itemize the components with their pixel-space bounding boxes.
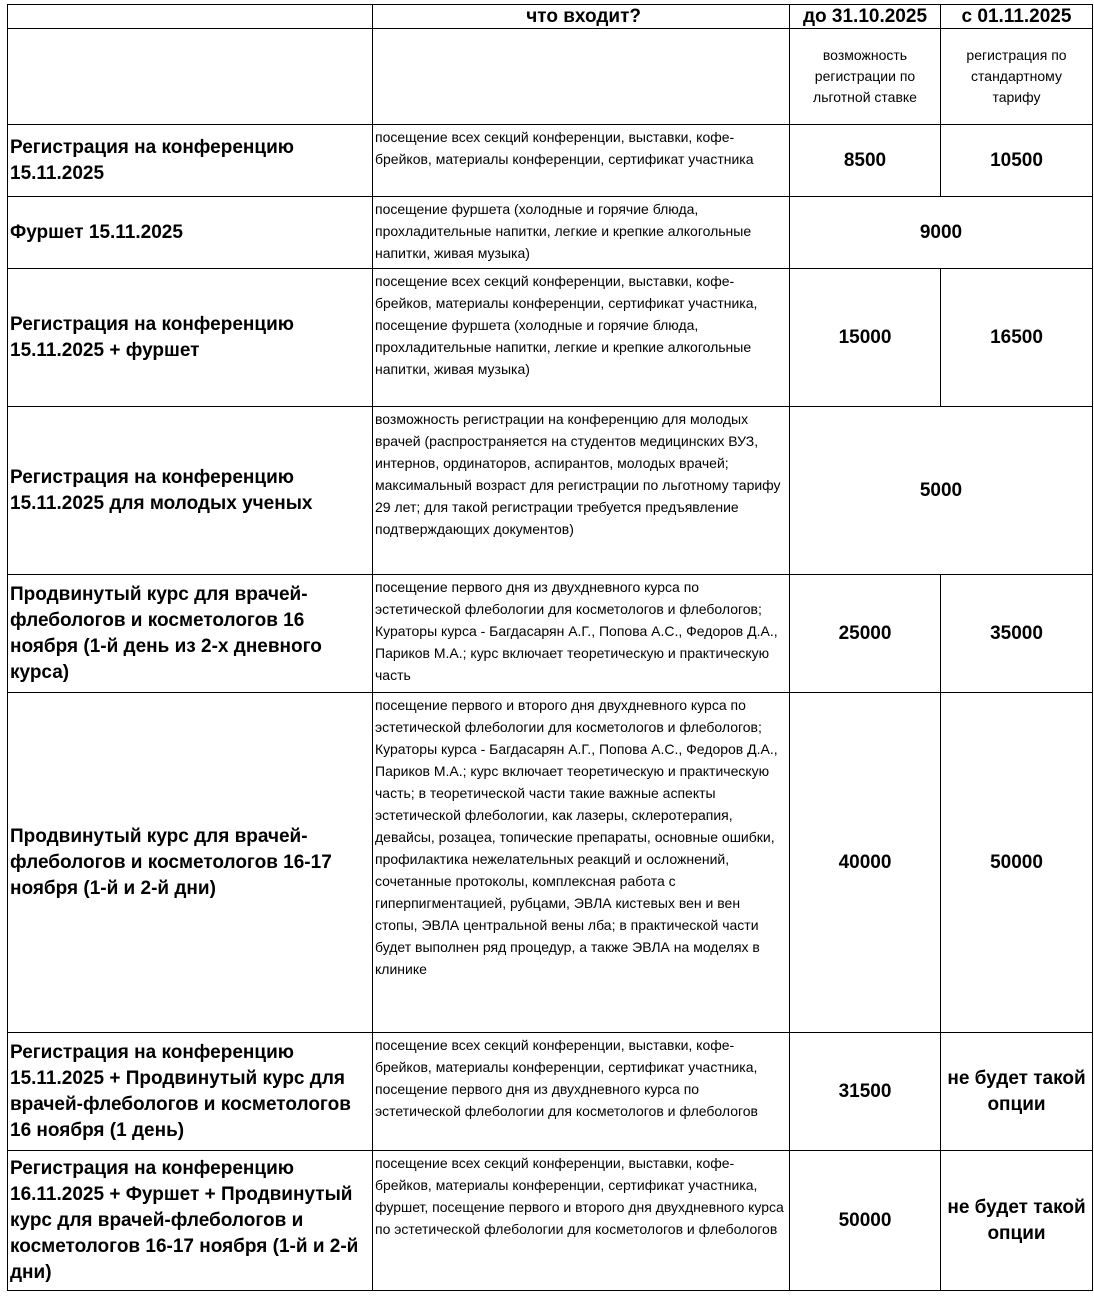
option-name: Продвинутый курс для врачей-флебологов и косметологов 16 ноября (1-й день из 2-х дневного курса) bbox=[8, 575, 373, 693]
standard-rate-note: регистрация по стандартному тарифу bbox=[941, 29, 1093, 125]
early-price: 8500 bbox=[790, 125, 941, 197]
option-name: Регистрация на конференцию 15.11.2025 + фуршет bbox=[8, 269, 373, 407]
option-description: посещение всех секций конференции, выставки, кофе-брейков, материалы конференции, сертификат участника, посещение первого дня из двухдневного курса по эстетической флебологии для косметологов и флебологов bbox=[373, 1033, 790, 1151]
option-description: посещение всех секций конференции, выставки, кофе-брейков, материалы конференции, сертификат участника, фуршет, посещение первого и второго дня двухдневного курса по эстетической флебологии для косметологов и флебологов bbox=[373, 1151, 790, 1291]
early-price: 40000 bbox=[790, 693, 941, 1033]
option-name: Фуршет 15.11.2025 bbox=[8, 197, 373, 269]
single-price: 5000 bbox=[790, 407, 1093, 575]
standard-price: 10500 bbox=[941, 125, 1093, 197]
standard-price: не будет такой опции bbox=[941, 1033, 1093, 1151]
table-row bbox=[8, 197, 1093, 269]
early-price: 31500 bbox=[790, 1033, 941, 1151]
option-name: Продвинутый курс для врачей-флебологов и косметологов 16-17 ноября (1-й и 2-й дни) bbox=[8, 693, 373, 1033]
option-name: Регистрация на конференцию 15.11.2025 + Продвинутый курс для врачей-флебологов и косметологов 16 ноября (1 день) bbox=[8, 1033, 373, 1151]
option-name: Регистрация на конференцию 16.11.2025 + Фуршет + Продвинутый курс для врачей-флебологов и косметологов 16-17 ноября (1-й и 2-й дни) bbox=[8, 1151, 373, 1291]
table-row bbox=[8, 407, 1093, 575]
header-row bbox=[8, 5, 1093, 29]
table-row bbox=[8, 693, 1093, 1033]
header-early-date: до 31.10.2025 bbox=[790, 5, 941, 29]
option-description: посещение первого дня из двухдневного курса по эстетической флебологии для косметологов и флебологов; Кураторы курса - Багдасарян А.Г., Попова А.С., Федоров Д.А., Париков М.А.; курс включает теоретическую и практическую часть bbox=[373, 575, 790, 693]
price-table bbox=[7, 4, 1093, 1291]
option-description: посещение всех секций конференции, выставки, кофе-брейков, материалы конференции, сертификат участника, посещение фуршета (холодные и горячие блюда, прохладительные напитки, легкие и крепкие алкогольные напитки, живая музыка) bbox=[373, 269, 790, 407]
early-price: 50000 bbox=[790, 1151, 941, 1291]
standard-price: 50000 bbox=[941, 693, 1093, 1033]
subheader-empty-cell bbox=[8, 29, 373, 125]
standard-price: 35000 bbox=[941, 575, 1093, 693]
header-standard-date: с 01.11.2025 bbox=[941, 5, 1093, 29]
option-description: возможность регистрации на конференцию для молодых врачей (распространяется на студентов медицинских ВУЗ, интернов, ординаторов, аспирантов, молодых врачей; максимальный возраст для регистрации по льготному тарифу 29 лет; для такой регистрации требуется предъявление подтверждающих документов) bbox=[373, 407, 790, 575]
table-row bbox=[8, 125, 1093, 197]
option-name: Регистрация на конференцию 15.11.2025 bbox=[8, 125, 373, 197]
early-price: 15000 bbox=[790, 269, 941, 407]
table-row bbox=[8, 1033, 1093, 1151]
option-description: посещение всех секций конференции, выставки, кофе-брейков, материалы конференции, сертификат участника bbox=[373, 125, 790, 197]
standard-price: не будет такой опции bbox=[941, 1151, 1093, 1291]
table-row bbox=[8, 575, 1093, 693]
option-description: посещение фуршета (холодные и горячие блюда, прохладительные напитки, легкие и крепкие алкогольные напитки, живая музыка) bbox=[373, 197, 790, 269]
option-description: посещение первого и второго дня двухдневного курса по эстетической флебологии для косметологов и флебологов; Кураторы курса - Багдасарян А.Г., Попова А.С., Федоров Д.А., Париков М.А.; курс включает теоретическую и практическую часть; в теоретической части такие важные аспекты эстетической флебологии, как лазеры, склеротерапия, девайсы, розацеа, топические препараты, основные ошибки, профилактика нежелательных реакций и осложнений, сочетанные протоколы, комплексная работа с гиперпигментацией, рубцами, ЭВЛА кистевых вен и вен стопы, ЭВЛА центральной вены лба; в практической части будет выполнен ряд процедур, а также ЭВЛА на моделях в клинике bbox=[373, 693, 790, 1033]
standard-price: 16500 bbox=[941, 269, 1093, 407]
header-what-included: что входит? bbox=[373, 5, 790, 29]
table-row bbox=[8, 1151, 1093, 1291]
header-empty-cell bbox=[8, 5, 373, 29]
single-price: 9000 bbox=[790, 197, 1093, 269]
early-rate-note: возможность регистрации по льготной ставке bbox=[790, 29, 941, 125]
early-price: 25000 bbox=[790, 575, 941, 693]
table-row bbox=[8, 269, 1093, 407]
subheader-row bbox=[8, 29, 1093, 125]
option-name: Регистрация на конференцию 15.11.2025 для молодых ученых bbox=[8, 407, 373, 575]
subheader-empty-desc-cell bbox=[373, 29, 790, 125]
